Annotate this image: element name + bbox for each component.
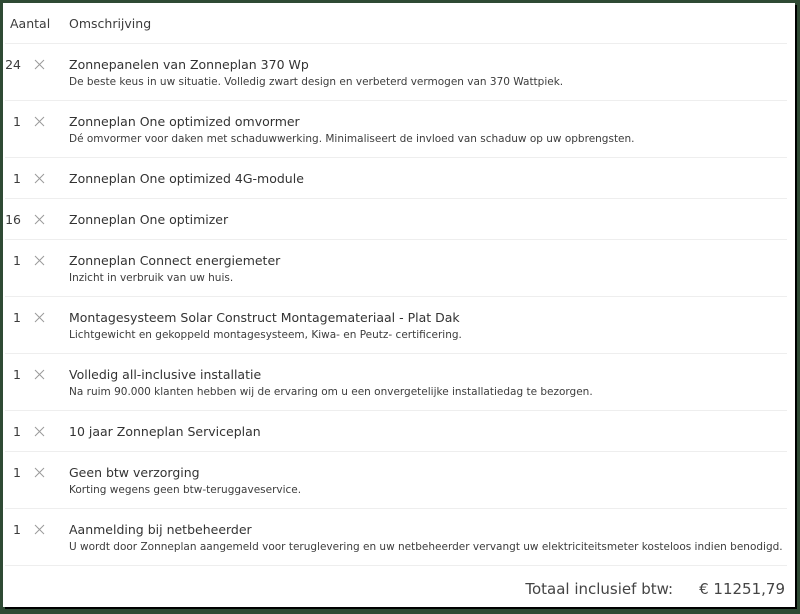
multiply-x-icon (34, 116, 45, 127)
item-quantity: 1 (13, 424, 21, 439)
item-title: Zonneplan One optimizer (69, 212, 229, 227)
table-row (5, 411, 787, 452)
table-header (5, 3, 787, 44)
item-title: Volledig all-inclusive installatie (69, 367, 262, 382)
item-title: Zonneplan Connect energiemeter (69, 253, 281, 268)
item-quantity: 16 (5, 212, 21, 227)
item-title: Aanmelding bij netbeheerder (69, 522, 252, 537)
multiply-x-icon (34, 426, 45, 437)
order-summary-panel (3, 3, 795, 607)
multiply-x-icon (34, 173, 45, 184)
multiply-x-icon (34, 369, 45, 380)
item-quantity: 1 (13, 171, 21, 186)
item-subtitle: Na ruim 90.000 klanten hebben wij de ervaring om u een onvergetelijke installatiedag te bezorgen. (69, 386, 593, 398)
table-row (5, 199, 787, 240)
item-quantity: 1 (13, 465, 21, 480)
header-description: Omschrijving (69, 15, 152, 31)
multiply-x-icon (34, 467, 45, 478)
multiply-x-icon (34, 524, 45, 535)
item-subtitle: Lichtgewicht en gekoppeld montagesysteem, Kiwa- en Peutz- certificering. (69, 329, 462, 341)
multiply-x-icon (34, 59, 45, 70)
item-subtitle: U wordt door Zonneplan aangemeld voor teruglevering en uw netbeheerder vervangt uw elektriciteitsmeter kosteloos indien benodigd. (69, 541, 783, 553)
item-quantity: 1 (13, 367, 21, 382)
header-quantity: Aantal (10, 15, 51, 31)
item-title: Zonneplan One optimized omvormer (69, 114, 300, 129)
item-subtitle: Korting wegens geen btw-teruggaveservice. (69, 484, 302, 496)
table-row (5, 101, 787, 158)
item-quantity: 1 (13, 310, 21, 325)
multiply-x-icon (34, 312, 45, 323)
table-row (5, 354, 787, 411)
item-quantity: 1 (13, 253, 21, 268)
item-quantity: 1 (13, 522, 21, 537)
order-total (525, 580, 785, 598)
item-title: Zonnepanelen van Zonneplan 370 Wp (69, 57, 309, 72)
item-subtitle: De beste keus in uw situatie. Volledig zwart design en verbeterd vermogen van 370 Wattpiek. (69, 76, 564, 88)
item-quantity: 1 (13, 114, 21, 129)
multiply-x-icon (34, 255, 45, 266)
item-subtitle: Inzicht in verbruik van uw huis. (69, 272, 234, 284)
total-label: Totaal inclusief btw: (525, 580, 674, 598)
item-title: 10 jaar Zonneplan Serviceplan (69, 424, 261, 439)
table-row (5, 158, 787, 199)
table-row (5, 44, 787, 101)
item-title: Montagesysteem Solar Construct Montagemateriaal - Plat Dak (69, 310, 460, 325)
item-title: Geen btw verzorging (69, 465, 200, 480)
table-row (5, 240, 787, 297)
item-subtitle: Dé omvormer voor daken met schaduwwerking. Minimaliseert de invloed van schaduw op uw opbrengsten. (69, 133, 635, 145)
total-value: € 11251,79 (699, 580, 785, 598)
multiply-x-icon (34, 214, 45, 225)
table-row (5, 452, 787, 509)
table-row (5, 297, 787, 354)
item-title: Zonneplan One optimized 4G-module (69, 171, 304, 186)
order-items-table (5, 3, 787, 566)
table-row (5, 509, 787, 566)
item-quantity: 24 (5, 57, 21, 72)
